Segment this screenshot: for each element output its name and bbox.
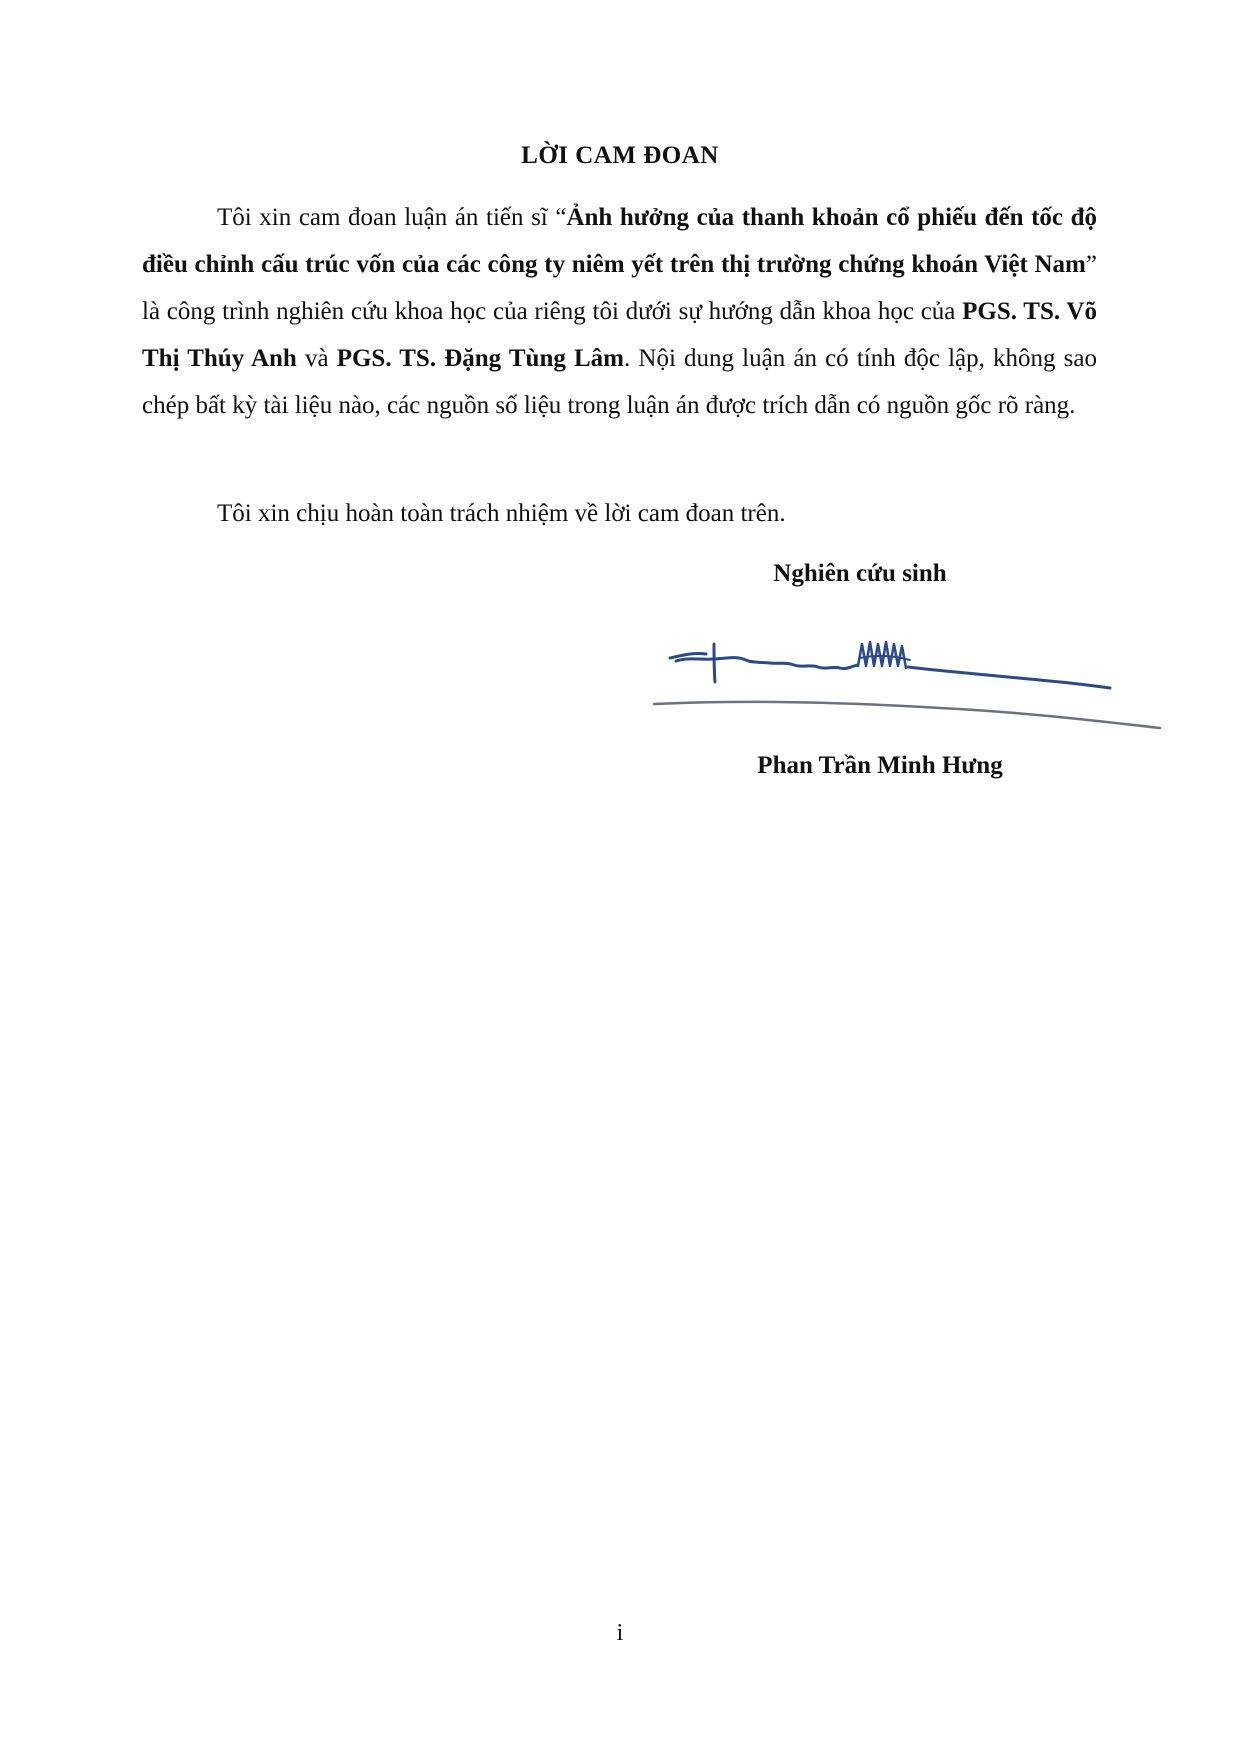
paragraph-closing: . Nội dung luận án có tính độc lập, không sao chép bất kỳ tài liệu nào, các nguồn số liệu trong luận án được trích dẫn có nguồn gốc rõ ràng.	[142, 345, 1097, 419]
page-number: i	[616, 1620, 624, 1646]
advisor-1: PGS. TS. Võ Thị Thúy Anh	[142, 298, 1097, 372]
advisor-2: PGS. TS. Đặng Tùng Lâm	[336, 345, 624, 372]
responsibility-paragraph: Tôi xin chịu hoàn toàn trách nhiệm về lời cam đoan trên.	[217, 500, 786, 527]
handwritten-signature	[640, 622, 1180, 752]
signer-label: Nghiên cứu sinh	[773, 560, 947, 587]
signer-name: Phan Trần Minh Hưng	[757, 752, 1003, 779]
paragraph-intro: Tôi xin cam đoan luận án tiến sĩ “	[217, 204, 567, 231]
paragraph-conjunction: và	[296, 345, 337, 372]
declaration-paragraph	[142, 194, 1097, 429]
paragraph-after-title: ” là công trình nghiên cứu khoa học của riêng tôi dưới sự hướng dẫn khoa học của	[142, 251, 1097, 325]
page-title: LỜI CAM ĐOAN	[521, 142, 719, 169]
thesis-title: Ảnh hưởng của thanh khoản cổ phiếu đến tốc độ điều chỉnh cấu trúc vốn của các công ty niêm yết trên thị trường chứng khoán Việt Nam	[142, 204, 1097, 278]
